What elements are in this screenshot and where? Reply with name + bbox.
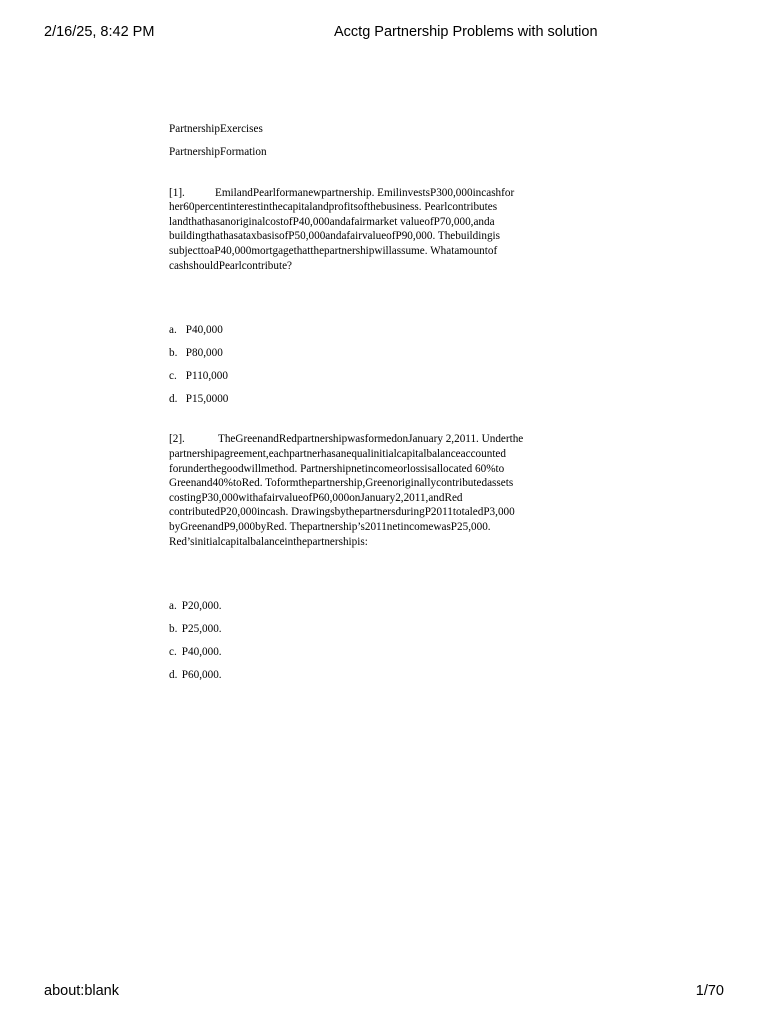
answer-choices	[169, 599, 569, 682]
answer-choice	[169, 599, 569, 614]
choice-text: P40,000.	[181, 645, 222, 658]
print-footer	[44, 983, 724, 1003]
choice-letter: c.	[169, 645, 177, 658]
choice-text: P80,000	[185, 347, 223, 360]
choice-letter: d.	[169, 668, 178, 681]
document-heading: PartnershipExercises	[169, 123, 263, 135]
question-line: buildingthathasataxbasisofP50,000andafairvalueofP90,000. Thebuildingis	[169, 230, 501, 243]
question-line: EmilandPearlformanewpartnership. EmilinvestsP300,000incashfor	[215, 186, 515, 199]
choice-letter: a.	[169, 324, 177, 337]
choice-text: P110,000	[185, 369, 228, 382]
document-subheading: PartnershipFormation	[169, 145, 267, 158]
choice-text: P20,000.	[181, 600, 222, 613]
question-line: partnershipagreement,eachpartnerhasanequalinitialcapitalbalanceaccounted	[169, 448, 506, 460]
print-datetime: 2/16/25, 8:42 PM	[44, 24, 155, 40]
question-line: Red’sinitialcapitalbalanceinthepartnershipis:	[169, 535, 368, 548]
question-line: her60percentinterestinthecapitalandprofitsofthebusiness. Pearlcontributes	[169, 201, 498, 214]
question-line: contributedP20,000incash. DrawingsbythepartnersduringP2011totaledP3,000	[169, 506, 515, 519]
question-line: landthathasanoriginalcostofP40,000andafairmarket valueofP70,000,anda	[169, 215, 495, 228]
question-text	[169, 432, 569, 447]
choice-letter: d.	[169, 392, 178, 405]
print-document-title: Acctg Partnership Problems with solution	[334, 24, 598, 40]
answer-choice	[169, 369, 569, 384]
choice-letter: c.	[169, 369, 177, 382]
answer-choices	[169, 323, 569, 406]
answer-choice	[169, 323, 569, 338]
choice-letter: a.	[169, 600, 177, 613]
question-line: forunderthegoodwillmethod. Partnershipnetincomeorlossisallocated 60%to	[169, 462, 505, 475]
question-line: Greenand40%toRed. Toformthepartnership,Greenoriginallycontributedassets	[169, 477, 514, 490]
question-line: cashshouldPearlcontribute?	[169, 259, 293, 272]
print-url: about:blank	[44, 983, 119, 999]
question-line: subjecttoaP40,000mortgagethatthepartnershipwillassume. Whatamountof	[169, 244, 498, 257]
answer-choice	[169, 645, 569, 660]
choice-letter: b.	[169, 623, 178, 636]
question-line: costingP30,000withafairvalueofP60,000onJanuary2,2011,andRed	[169, 491, 463, 504]
print-header	[44, 24, 724, 44]
question-number: [1].	[169, 186, 185, 199]
choice-text: P25,000.	[181, 623, 222, 636]
question-number: [2].	[169, 433, 185, 446]
choice-letter: b.	[169, 347, 178, 360]
question-line: byGreenandP9,000byRed. Thepartnership’s2011netincomewasP25,000.	[169, 520, 491, 533]
question-2	[169, 432, 569, 682]
question-1	[169, 186, 569, 407]
choice-text: P15,0000	[185, 392, 229, 405]
choice-text: P60,000.	[181, 668, 222, 681]
question-text	[169, 186, 569, 201]
question-line: TheGreenandRedpartnershipwasformedonJanuary 2,2011. Underthe	[218, 433, 524, 446]
document-body	[169, 122, 569, 691]
answer-choice	[169, 346, 569, 361]
choice-text: P40,000	[185, 324, 223, 337]
answer-choice	[169, 668, 569, 683]
answer-choice	[169, 622, 569, 637]
answer-choice	[169, 392, 569, 407]
page-number: 1/70	[695, 983, 724, 999]
